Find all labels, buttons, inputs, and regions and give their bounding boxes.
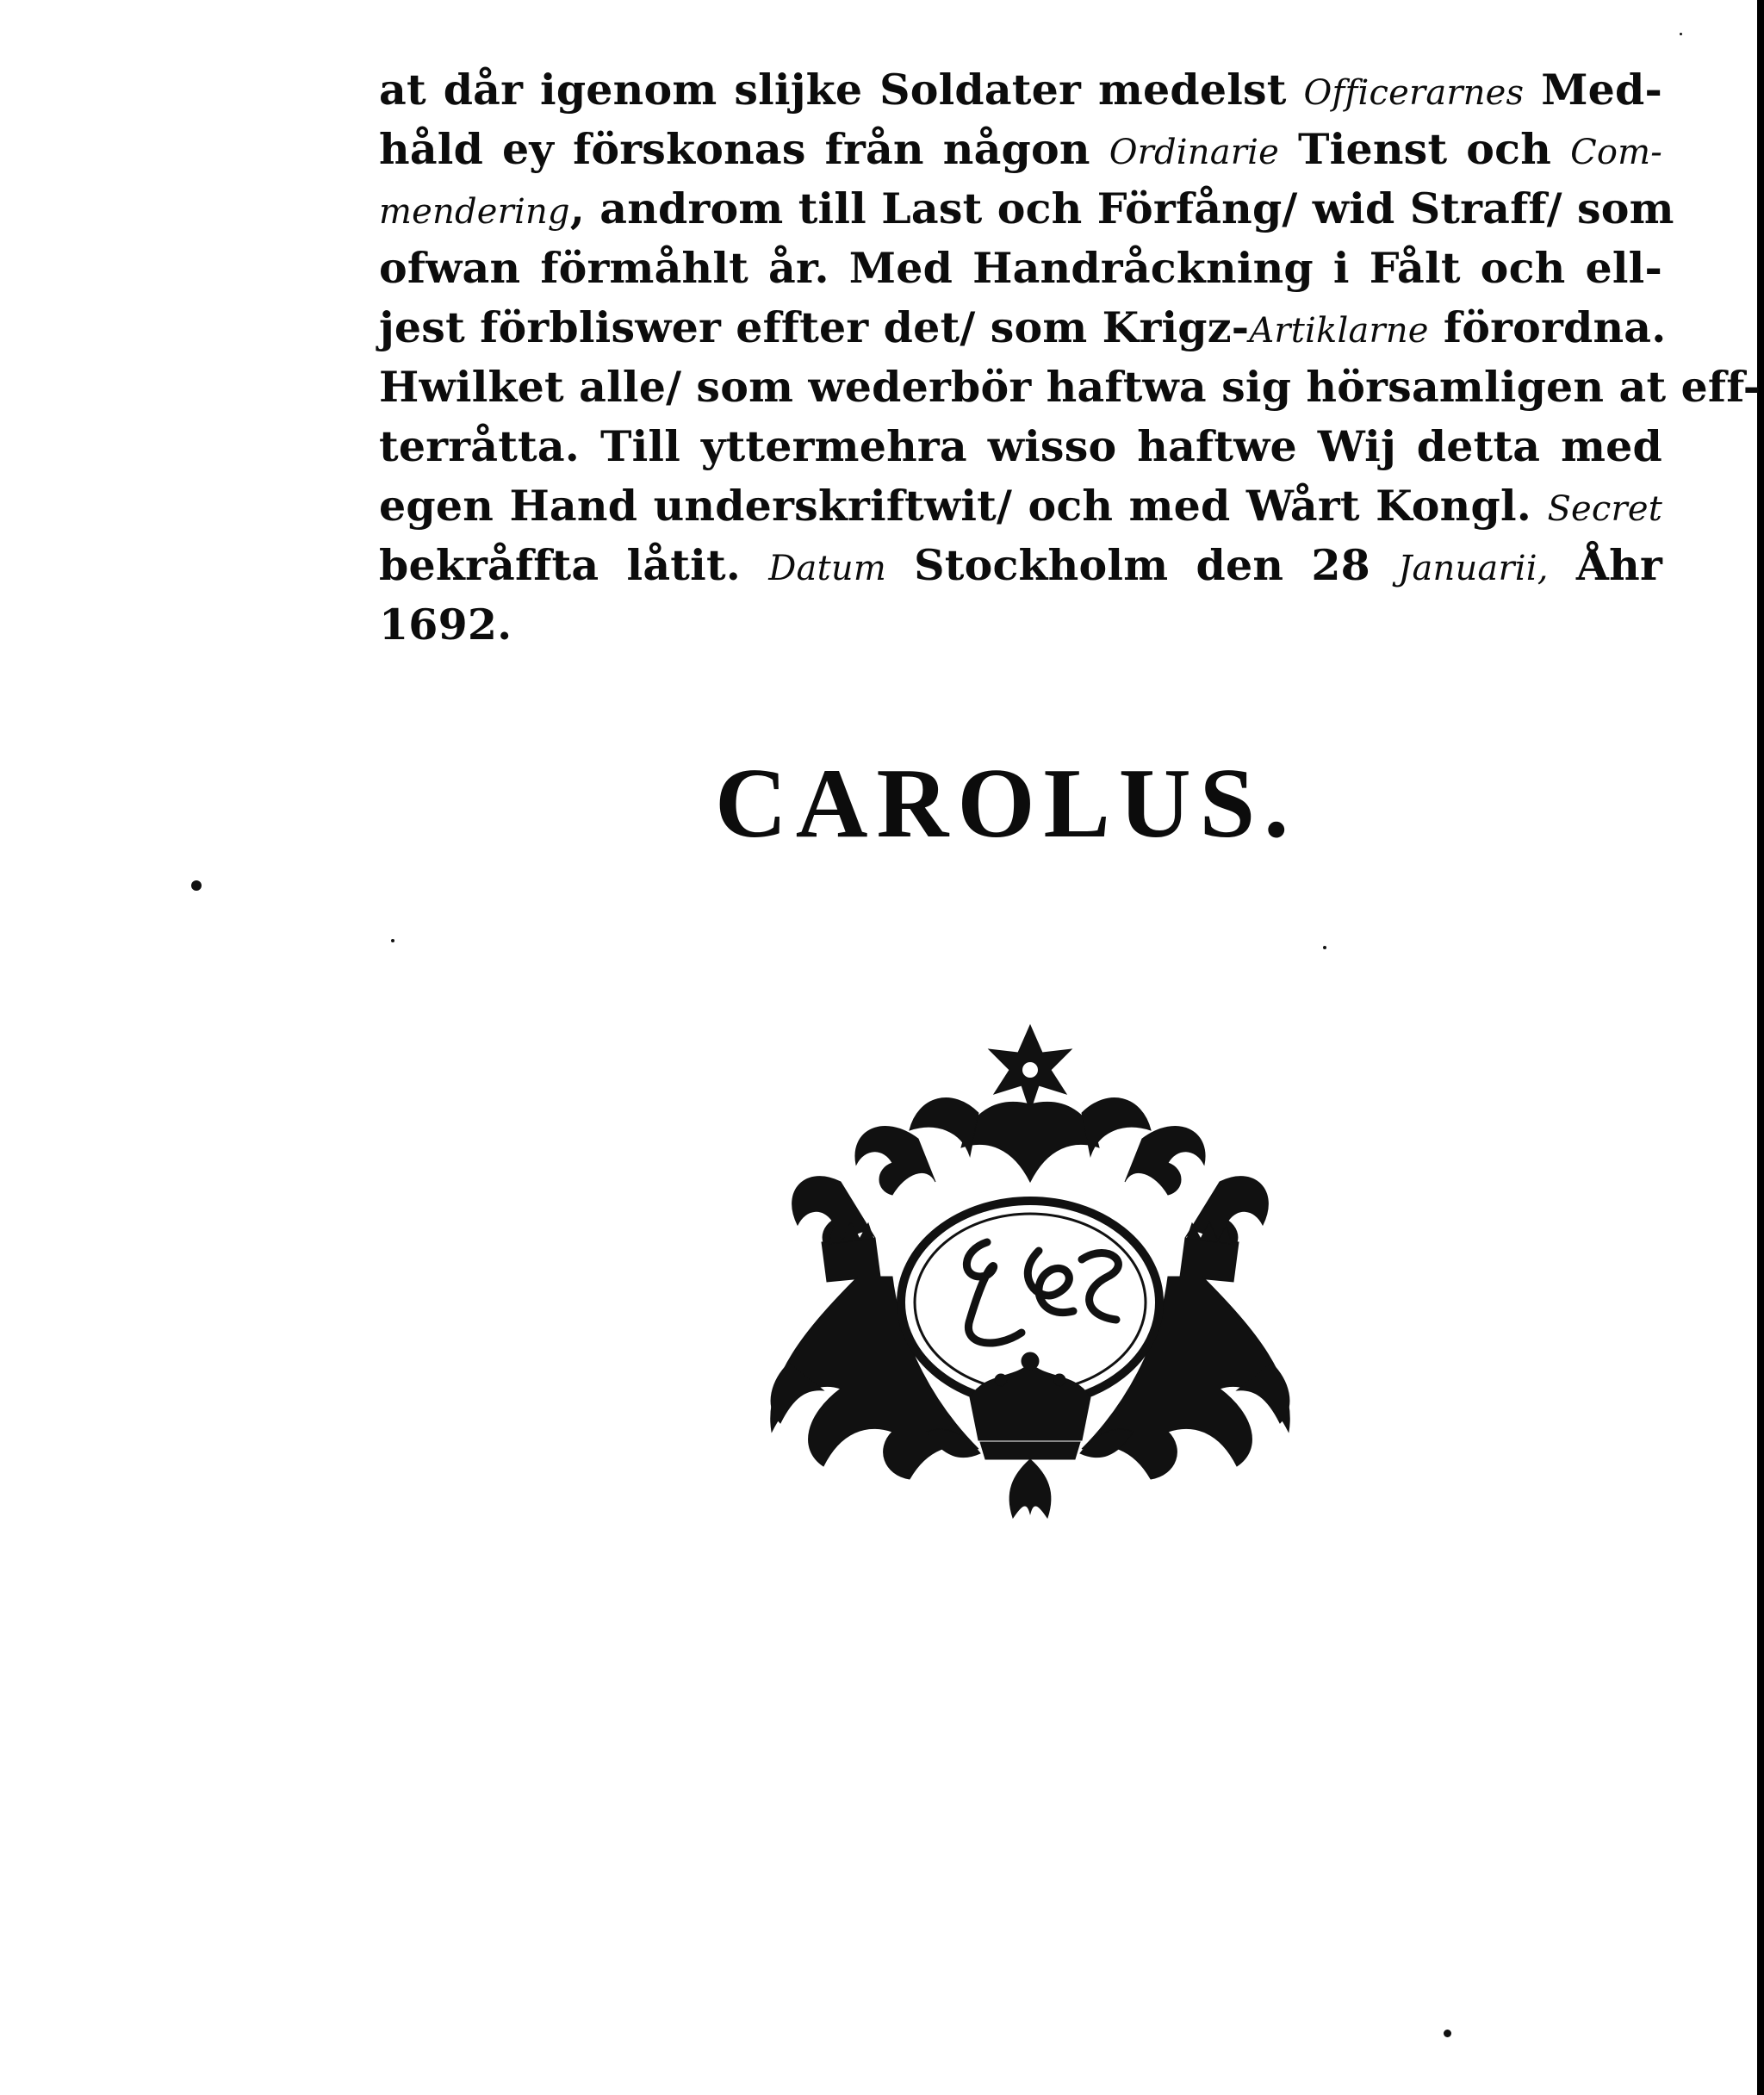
text-run: Stockholm den 28 xyxy=(885,540,1399,590)
text-run: Med- xyxy=(1524,65,1663,115)
text-run: Åhr xyxy=(1548,540,1662,590)
text-run: jest förbliswer effter det/ som Krigz- xyxy=(379,302,1250,352)
text-run: ofwan förmåhlt år. Med Handråckning i Fålt och ell- xyxy=(379,243,1662,293)
text-line xyxy=(379,298,1667,357)
text-line xyxy=(379,536,1662,595)
text-run: 1692. xyxy=(379,600,512,650)
royal-signature: CAROLUS. xyxy=(715,749,1298,859)
scan-speck xyxy=(1444,2030,1451,2037)
latin-term: Datum xyxy=(768,549,886,588)
latin-term: Com- xyxy=(1570,133,1662,172)
text-run: terråtta. Till yttermehra wisso haftwe Wij detta med xyxy=(379,421,1662,471)
text-line xyxy=(379,179,1674,239)
text-run: , androm till Last och Förfång/ wid Straff/ som xyxy=(569,183,1674,233)
text-run: håld ey förskonas från någon xyxy=(379,124,1109,174)
latin-term: mendering xyxy=(379,192,570,232)
scan-speck xyxy=(1680,33,1682,35)
scan-border xyxy=(1757,0,1764,2095)
text-run: förordna. xyxy=(1428,302,1667,352)
latin-term: Artiklarne xyxy=(1249,311,1429,351)
text-line xyxy=(379,239,1662,298)
text-run: bekråffta låtit. xyxy=(379,540,769,590)
text-line xyxy=(379,60,1662,120)
text-line xyxy=(379,476,1662,536)
latin-term: Ordinarie xyxy=(1109,133,1279,172)
latin-term: Officerarnes xyxy=(1303,73,1525,113)
text-run: at dår igenom slijke Soldater medelst xyxy=(379,65,1304,115)
text-run: Tienst och xyxy=(1279,124,1571,174)
latin-term: Secret xyxy=(1547,489,1662,529)
scan-speck xyxy=(391,939,394,942)
royal-seal-ornament xyxy=(755,1018,1306,1535)
text-run: egen Hand underskriftwit/ och med Wårt Kongl. xyxy=(379,481,1548,531)
text-run: Hwilket alle/ som wederbör haftwa sig hörsamligen at eff- xyxy=(379,362,1761,412)
decree-text xyxy=(379,60,1761,655)
scan-speck xyxy=(191,880,202,891)
latin-term: Januarii, xyxy=(1398,549,1549,588)
text-line xyxy=(379,357,1761,417)
text-line xyxy=(379,595,1662,655)
text-line xyxy=(379,120,1662,179)
text-line xyxy=(379,417,1662,476)
scan-speck xyxy=(1323,946,1326,949)
